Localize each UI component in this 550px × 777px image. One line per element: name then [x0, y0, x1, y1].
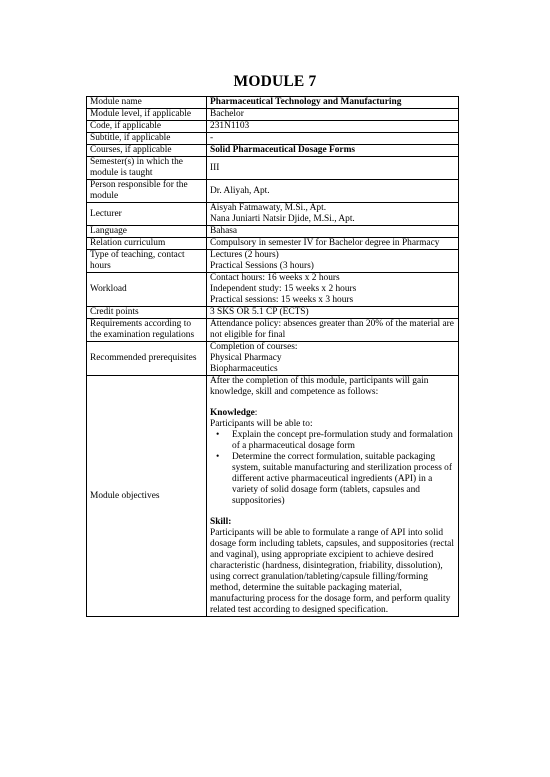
table-row — [87, 342, 459, 376]
table-row — [87, 226, 459, 238]
row-value — [207, 203, 459, 226]
lecturer-name: Aisyah Fatmawaty, M.Si., Apt. — [210, 203, 327, 213]
row-value: Dr. Aliyah, Apt. — [207, 180, 459, 203]
page-title: MODULE 7 — [233, 73, 317, 90]
skill-text: Participants will be able to formulate a range of API into solid dosage form including tablets, capsules, and suppositories (rectal and vaginal), using appropriate excipient to achieve desired characteristic (hardness, disintegration, friability, dissolution), using correct granulation/tableting/capsule filling/forming method, determine the suitable packaging material, manufacturing process for the dosage form, and perform quality related test according to designed specification. — [210, 528, 454, 615]
row-value: 231N1103 — [207, 121, 459, 133]
table-row — [87, 376, 459, 617]
row-label: Semester(s) in which the module is taught — [87, 157, 207, 180]
row-label: Code, if applicable — [87, 121, 207, 133]
row-value — [207, 376, 459, 617]
knowledge-colon: : — [254, 408, 258, 418]
row-label: Relation curriculum — [87, 238, 207, 250]
prerequisite-line: Completion of courses: — [210, 342, 298, 352]
table-row — [87, 121, 459, 133]
list-item-text: Explain the concept pre-formulation study and formalation of a pharmaceutical dosage form — [232, 430, 453, 451]
row-label: Subtitle, if applicable — [87, 133, 207, 145]
table-row — [87, 133, 459, 145]
table-row — [87, 307, 459, 319]
list-item — [216, 452, 455, 507]
module-table — [86, 96, 459, 617]
row-value — [207, 342, 459, 376]
table-row — [87, 238, 459, 250]
workload-line: Practical sessions: 15 weeks x 3 hours — [210, 295, 354, 305]
row-label: Type of teaching, contact hours — [87, 250, 207, 273]
table-row — [87, 203, 459, 226]
teaching-line: Practical Sessions (3 hours) — [210, 261, 314, 271]
list-item-text: Determine the correct formulation, suitable packaging system, suitable manufacturing and sterilization process of different active pharmaceutical ingredients (API) in a variety of solid dosage form (tablets, capsules and suppositories) — [232, 452, 452, 506]
row-label: Requirements according to the examination regulations — [87, 319, 207, 342]
table-row — [87, 250, 459, 273]
knowledge-heading-line — [210, 408, 455, 419]
row-value: - — [207, 133, 459, 145]
row-value: III — [207, 157, 459, 180]
row-label: Lecturer — [87, 203, 207, 226]
row-value: Bachelor — [207, 109, 459, 121]
row-value: Bahasa — [207, 226, 459, 238]
bullet-icon: • — [216, 430, 220, 440]
row-value: Solid Pharmaceutical Dosage Forms — [207, 145, 459, 157]
row-label: Recommended prerequisites — [87, 342, 207, 376]
table-row — [87, 97, 459, 109]
row-value: Attendance policy: absences greater than 20% of the material are not eligible for final — [207, 319, 459, 342]
table-row — [87, 157, 459, 180]
teaching-line: Lectures (2 hours) — [210, 250, 279, 260]
row-label: Module name — [87, 97, 207, 109]
row-label: Module objectives — [87, 376, 207, 617]
table-row — [87, 145, 459, 157]
row-label: Credit points — [87, 307, 207, 319]
row-label: Person responsible for the module — [87, 180, 207, 203]
row-value: 3 SKS OR 5.1 CP (ECTS) — [207, 307, 459, 319]
lecturer-name: Nana Juniarti Natsir Djide, M.Si., Apt. — [210, 214, 355, 224]
table-row — [87, 273, 459, 307]
row-value: Compulsory in semester IV for Bachelor degree in Pharmacy — [207, 238, 459, 250]
skill-heading: Skill: — [210, 517, 232, 527]
workload-line: Contact hours: 16 weeks x 2 hours — [210, 273, 340, 283]
prerequisite-line: Biopharmaceutics — [210, 364, 278, 374]
row-value — [207, 273, 459, 307]
row-value: Pharmaceutical Technology and Manufacturing — [207, 97, 459, 109]
prerequisite-line: Physical Pharmacy — [210, 353, 282, 363]
table-row — [87, 319, 459, 342]
table-row — [87, 109, 459, 121]
knowledge-intro: Participants will be able to: — [210, 419, 313, 429]
workload-line: Independent study: 15 weeks x 2 hours — [210, 284, 357, 294]
list-item — [216, 430, 455, 452]
row-value — [207, 250, 459, 273]
objectives-intro: After the completion of this module, participants will gain knowledge, skill and competence as follows: — [210, 376, 429, 397]
bullet-icon: • — [216, 452, 220, 462]
row-label: Workload — [87, 273, 207, 307]
table-row — [87, 180, 459, 203]
knowledge-heading: Knowledge — [210, 408, 255, 418]
row-label: Module level, if applicable — [87, 109, 207, 121]
knowledge-list — [210, 430, 455, 507]
row-label: Language — [87, 226, 207, 238]
row-label: Courses, if applicable — [87, 145, 207, 157]
